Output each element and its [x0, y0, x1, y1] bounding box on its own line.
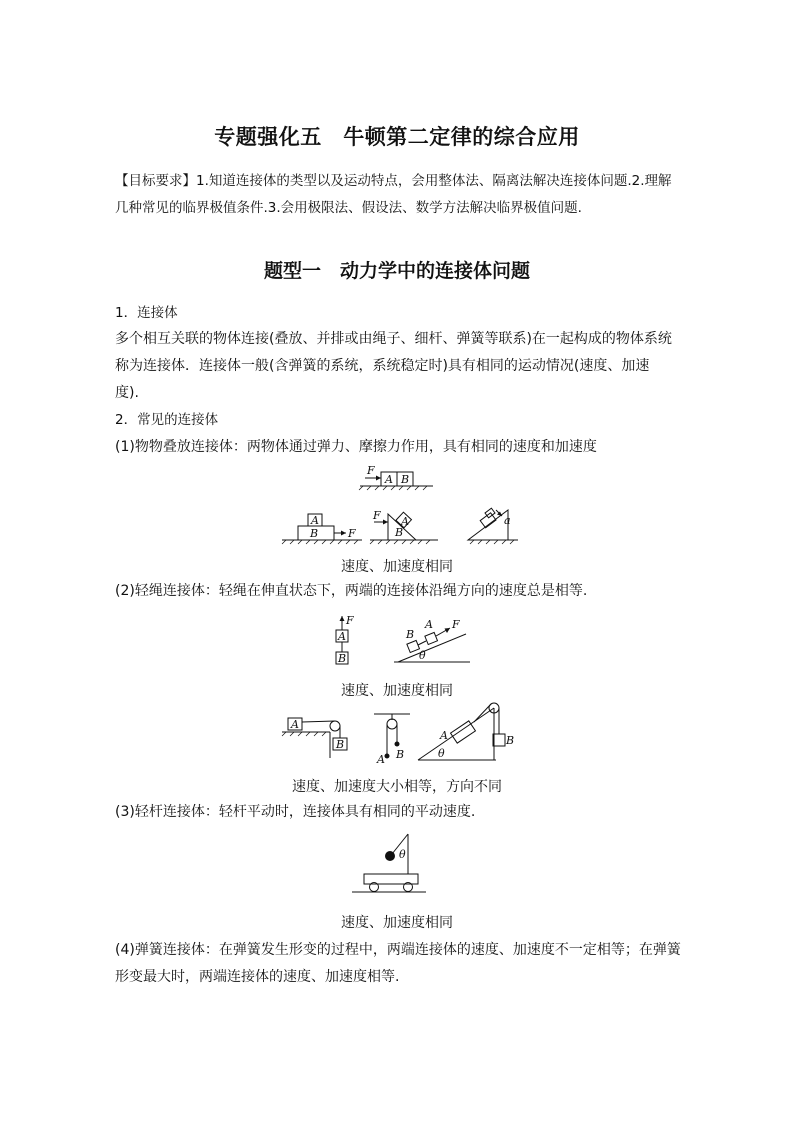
- s2-heading: 2．常见的连接体: [115, 412, 219, 428]
- figure-incline-pulley: [416, 700, 518, 766]
- svg-text:θ: θ: [438, 747, 445, 760]
- svg-text:θ: θ: [419, 649, 426, 662]
- figure-rod-cart: [350, 828, 430, 896]
- svg-text:B: B: [336, 738, 345, 751]
- s1-line-2: 称为连接体．连接体一般(含弹簧的系统，系统稳定时)具有相同的运动情况(速度、加速: [115, 358, 650, 374]
- svg-text:A: A: [377, 753, 385, 766]
- figure-block-on-wedge: [368, 508, 448, 546]
- svg-text:F: F: [373, 509, 381, 522]
- svg-text:F: F: [346, 614, 354, 627]
- figure-rope-on-incline: [392, 614, 472, 668]
- figure-stacked-blocks-pulled: [280, 510, 365, 546]
- s1-heading: 1．连接体: [115, 305, 178, 321]
- s1-line-3: 度).: [115, 385, 139, 401]
- svg-text:F: F: [367, 464, 375, 477]
- svg-text:A: A: [440, 729, 448, 742]
- svg-text:A: A: [401, 515, 409, 528]
- caption-3: 速度、加速度大小相等，方向不同: [292, 779, 502, 795]
- caption-4: 速度、加速度相同: [341, 915, 453, 931]
- s2-item-3: (3)轻杆连接体：轻杆平动时，连接体具有相同的平动速度.: [115, 804, 476, 820]
- s1-line-1: 多个相互关联的物体连接(叠放、并排或由绳子、细杆、弹簧等联系)在一起构成的物体系统: [115, 331, 672, 347]
- s2-item-1: (1)物物叠放连接体：两物体通过弹力、摩擦力作用，具有相同的速度和加速度: [115, 439, 597, 455]
- svg-text:a: a: [504, 514, 511, 527]
- section-title: 题型一 动力学中的连接体问题: [263, 260, 530, 282]
- figure-hanging-pulley: [372, 710, 414, 766]
- s2-item-4-line-2: 形变最大时，两端连接体的速度、加速度相等.: [115, 969, 400, 985]
- goals-label: 【目标要求】: [115, 173, 196, 189]
- svg-text:B: B: [406, 628, 415, 641]
- svg-text:θ: θ: [399, 848, 406, 861]
- s2-item-4-line-1: (4)弹簧连接体：在弹簧发生形变的过程中，两端连接体的速度、加速度不一定相等；在弹簧: [115, 942, 681, 958]
- svg-text:A: A: [311, 514, 319, 527]
- svg-text:B: B: [395, 526, 404, 539]
- figure-blocks-on-incline: [466, 506, 536, 546]
- page-title: 专题强化五 牛顿第二定律的综合应用: [214, 125, 580, 149]
- goals-text-1: 1.知道连接体的类型以及运动特点，会用整体法、隔离法解决连接体问题.2.理解: [196, 173, 672, 189]
- figure-side-by-side-blocks: [355, 462, 440, 492]
- svg-text:B: B: [401, 473, 410, 486]
- goals-line-1: [115, 168, 685, 195]
- figure-vertical-rope-blocks: [330, 614, 360, 668]
- svg-text:F: F: [348, 527, 356, 540]
- svg-text:A: A: [338, 630, 346, 643]
- svg-text:A: A: [385, 473, 393, 486]
- goals-line-2: 几种常见的临界极值条件.3.会用极限法、假设法、数学方法解决临界极值问题.: [115, 200, 582, 216]
- s2-item-2: (2)轻绳连接体：轻绳在伸直状态下，两端的连接体沿绳方向的速度总是相等.: [115, 583, 588, 599]
- svg-text:F: F: [452, 618, 460, 631]
- svg-text:B: B: [396, 748, 405, 761]
- svg-text:A: A: [425, 618, 433, 631]
- svg-text:A: A: [291, 718, 299, 731]
- caption-2: 速度、加速度相同: [341, 683, 453, 699]
- svg-text:B: B: [310, 527, 319, 540]
- svg-text:B: B: [338, 652, 347, 665]
- figure-table-pulley: [280, 712, 352, 762]
- caption-1: 速度、加速度相同: [341, 559, 453, 575]
- svg-text:B: B: [506, 734, 515, 747]
